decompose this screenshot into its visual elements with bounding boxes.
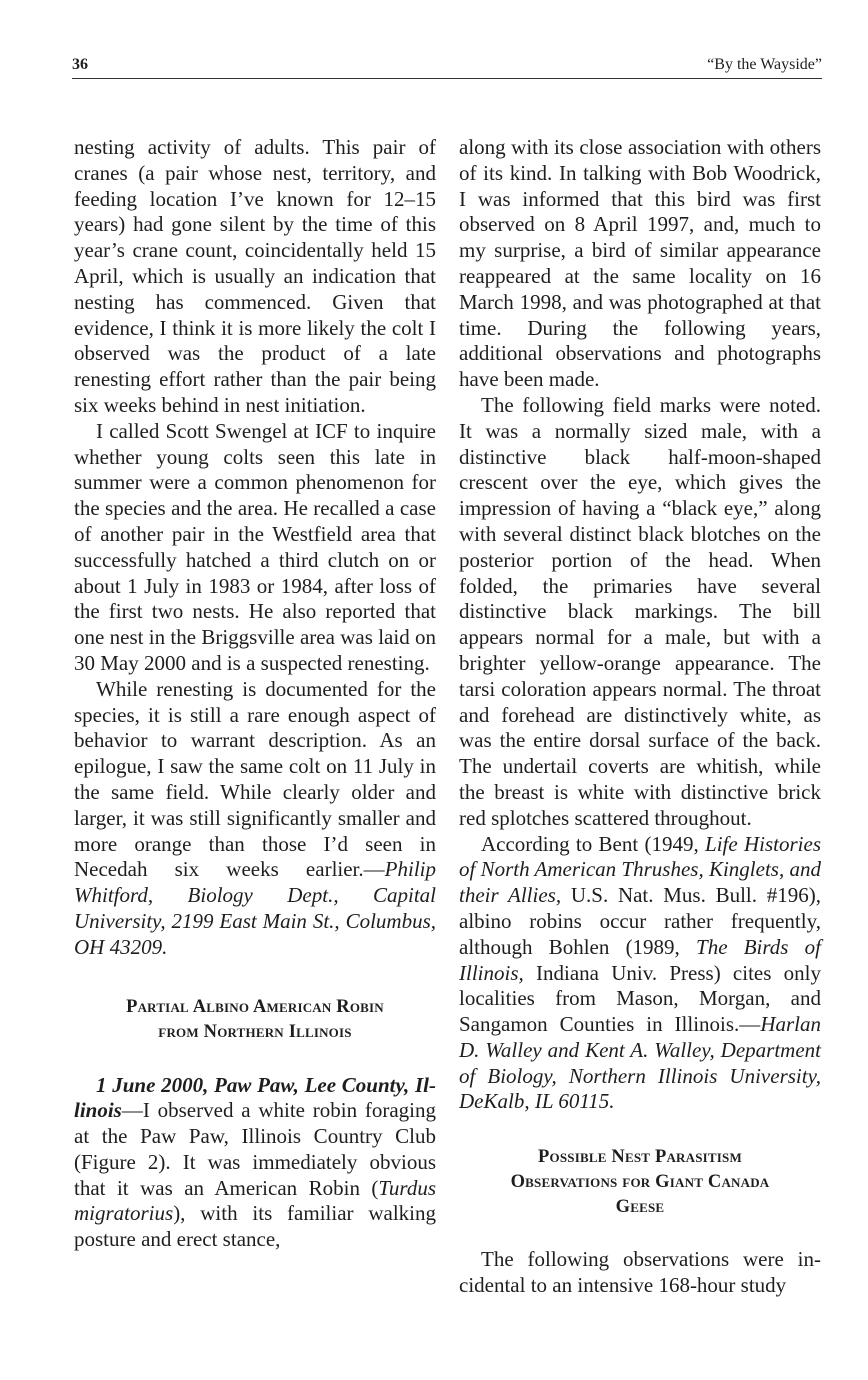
running-title: “By the Wayside”	[707, 56, 822, 73]
page-number: 36	[72, 56, 88, 73]
paragraph: I called Scott Swengel at ICF to inquire whether young colts seen this late in summer were a common phenomenon for the species and the area. He recalled a case of another pair in the Westfield area that successfully hatched a third clutch on or about 1 July in 1983 or 1984, after loss of the first two nests. He also reported that one nest in the Briggsville area was laid on 30 May 2000 and is a suspected renesting.	[74, 418, 436, 675]
section-heading: Possible Nest Parasitism Observations for Giant Canada Geese	[510, 1147, 770, 1218]
page-header	[72, 52, 822, 79]
right-column	[459, 135, 821, 1299]
book-title: Life Histories of North American Thrushes, Kinglets, and their Allies,	[459, 831, 821, 908]
paragraph: along with its close association with others of its kind. In talking with Bob Woodrick, I was informed that this bird was first observed on 8 April 1997, and, much to my surprise, a bird of similar appearance reappeared at the same locality on 16 March 1998, and was photographed at that time. During the following years, additional observations and photographs have been made.	[459, 135, 821, 392]
paragraph: 1 June 2000, Paw Paw, Lee County, Illinois—I observed a white robin foraging at the Paw Paw, Illinois Country Club (Figure 2). It was immediately obvious that it was an American Robin (Turdus migratorius), with its familiar walking posture and erect stance,	[74, 1072, 436, 1252]
author-signature: Harlan D. Walley and Kent A. Walley, Department of Biology, Northern Illinois University, DeKalb, IL 60115.	[459, 1012, 821, 1114]
paragraph: The following field marks were noted. It was a normally sized male, with a distinctive black half-moon-shaped crescent over the eye, which gives the impression of having a “black eye,” along with several distinct black blotches on the posterior portion of the head. When folded, the primaries have several distinctive black markings. The bill appears normal for a male, but with a brighter yellow-orange appearance. The tarsi coloration appears normal. The throat and forehead are distinctively white, as was the entire dorsal surface of the back. The undertail coverts are whitish, while the breast is white with distinctive brick red splotches scattered throughout.	[459, 392, 821, 830]
paragraph	[74, 677, 436, 961]
paragraph: nesting activity of adults. This pair of cranes (a pair whose nest, territory, and feeding location I’ve known for 12–15 years) had gone silent by the time of this year’s crane count, coincidentally held 15 April, which is usually an indication that nesting has commenced. Given that evidence, I think it is more likely the colt I observed was the product of a late renesting effort rather than the pair being six weeks behind in nest initiation.	[74, 135, 436, 417]
species-name: Turdus migratorius	[74, 1175, 436, 1226]
left-column	[74, 135, 436, 1253]
section-heading: Partial Albino American Robin from Northern Illinois	[126, 996, 384, 1042]
dateline: 1 June 2000, Paw Paw, Lee County, Illinois	[74, 1072, 436, 1123]
paragraph: The following observations were incidental to an intensive 168-hour study	[459, 1247, 821, 1298]
book-title: The Birds of Illinois,	[459, 934, 821, 985]
paragraph-text: While renesting is documented for the species, it is still a rare enough aspect of behavior to warrant description. As an epilogue, I saw the same colt on 11 July in the same field. While clearly older and larger, it was still significantly smaller and more orange than those I’d seen in Necedah six weeks earlier.—	[74, 676, 436, 882]
author-signature: Philip Whitford, Biology Dept., Capital University, 2199 East Main St., Columbus, OH 43209.	[74, 857, 436, 959]
paragraph: According to Bent (1949, Life Histories of North American Thrushes, Kinglets, and their Allies, U.S. Nat. Mus. Bull. #196), albino robins occur rather frequently, although Bohlen (1989, The Birds of Illinois, Indiana Univ. Press) cites only localities from Mason, Morgan, and Sangamon Counties in Illinois.—Harlan D. Walley and Kent A. Walley, Department of Biology, Northern Illinois University, DeKalb, IL 60115.	[459, 831, 821, 1114]
